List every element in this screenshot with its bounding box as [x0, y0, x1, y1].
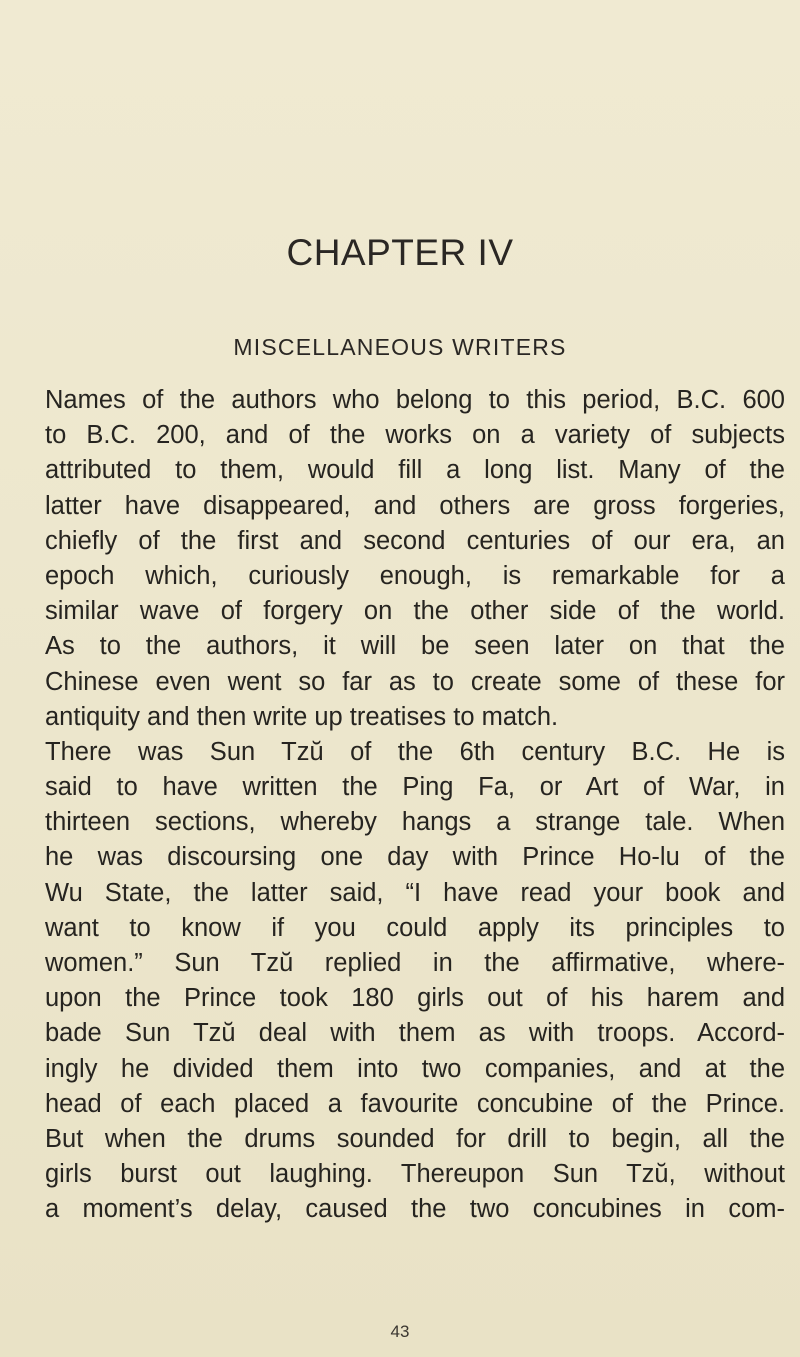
text-line: head of each placed a favourite concubine of the Prince.: [45, 1089, 785, 1118]
text-line: Names of the authors who belong to this period, B.C. 600: [45, 386, 785, 414]
text-line: to B.C. 200, and of the works on a variety of subjects: [45, 421, 785, 450]
text-line: chiefly of the first and second centuries of our era, an: [45, 526, 785, 555]
text-line: women.” Sun Tzŭ replied in the affirmative, where-: [45, 949, 785, 977]
body-text: [45, 383, 785, 1228]
text-line: As to the authors, it will be seen later on that the: [45, 632, 785, 661]
text-line: thirteen sections, whereby hangs a strange tale. When: [45, 808, 785, 837]
text-line: antiquity and then write up treatises to match.: [45, 702, 559, 731]
chapter-title: CHAPTER IV: [286, 232, 514, 273]
text-line: a moment’s delay, caused the two concubines in com-: [45, 1195, 785, 1224]
page-number: 43: [390, 1322, 410, 1341]
text-line: Wu State, the latter said, “I have read your book and: [45, 878, 785, 907]
text-line: similar wave of forgery on the other side of the world.: [45, 597, 785, 626]
text-line: latter have disappeared, and others are gross forgeries,: [45, 491, 785, 520]
text-line: upon the Prince took 180 girls out of his harem and: [45, 984, 785, 1013]
text-line: ingly he divided them into two companies, and at the: [45, 1054, 785, 1083]
text-line: said to have written the Ping Fa, or Art of War, in: [45, 773, 785, 802]
text-line: want to know if you could apply its principles to: [45, 913, 785, 942]
text-line: Chinese even went so far as to create some of these for: [45, 667, 785, 696]
text-line: he was discoursing one day with Prince Ho-lu of the: [45, 843, 785, 872]
text-line: epoch which, curiously enough, is remarkable for a: [45, 561, 785, 590]
text-line: There was Sun Tzŭ of the 6th century B.C. He is: [45, 737, 785, 766]
section-title: MISCELLANEOUS WRITERS: [233, 334, 567, 360]
text-line: But when the drums sounded for drill to begin, all the: [45, 1124, 785, 1153]
text-line: attributed to them, would fill a long list. Many of the: [45, 456, 785, 485]
text-line: girls burst out laughing. Thereupon Sun Tzŭ, without: [45, 1160, 785, 1189]
text-line: bade Sun Tzŭ deal with them as with troops. Accord-: [45, 1019, 785, 1048]
